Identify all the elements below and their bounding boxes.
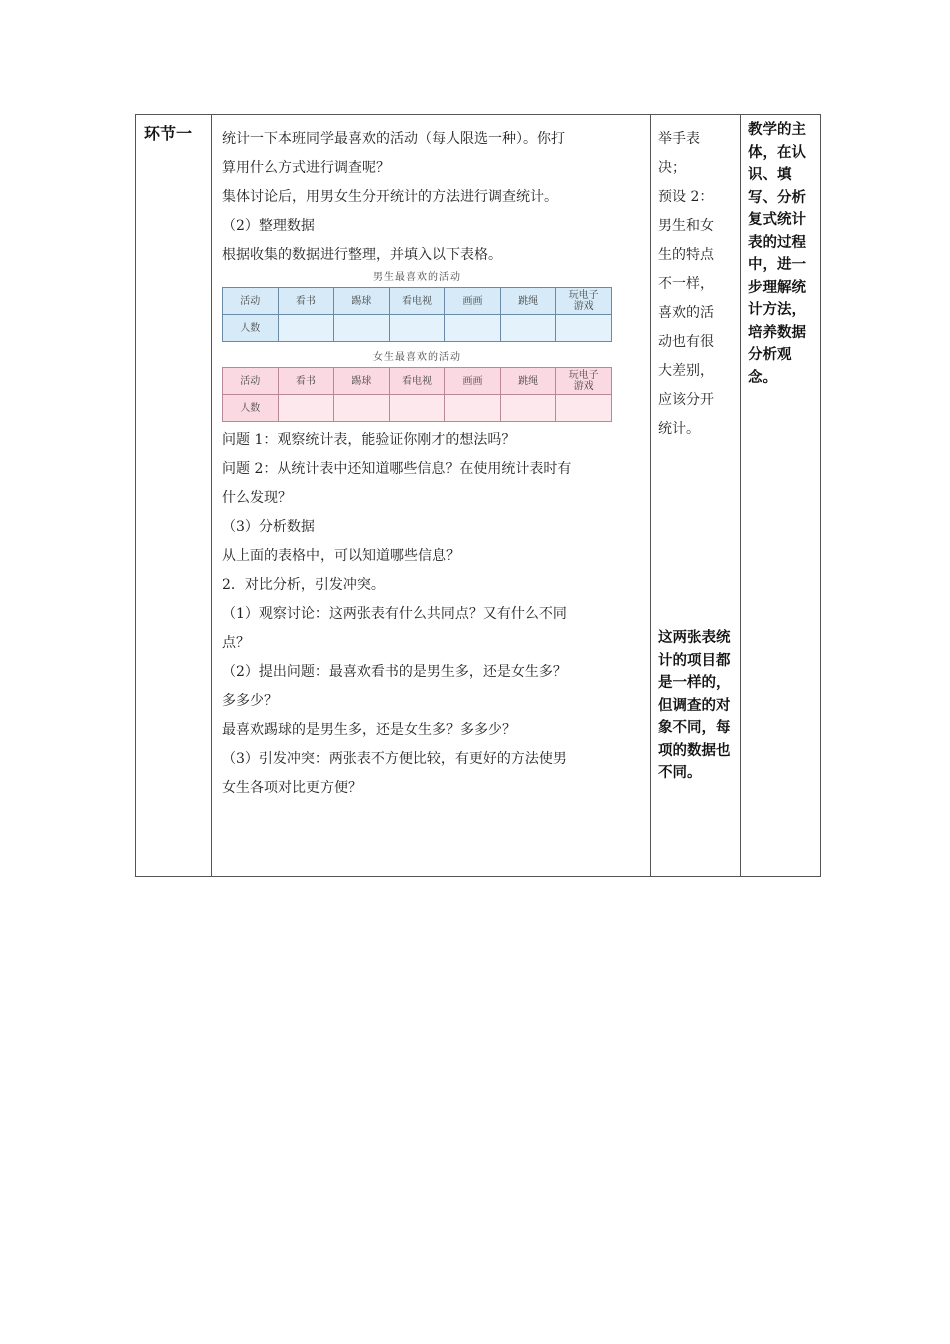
table-cell: 踢球 — [334, 288, 390, 315]
text-line: 最喜欢踢球的是男生多，还是女生多？多多少？ — [222, 722, 516, 738]
table-cell: 人数 — [223, 395, 279, 422]
table-cell — [334, 395, 390, 422]
text-line: 应该分开 — [658, 392, 714, 408]
boys-stat-table — [222, 287, 612, 342]
text-line: 决； — [658, 160, 686, 176]
main-content — [222, 125, 646, 803]
student-activity-column — [658, 125, 738, 444]
table-cell — [389, 315, 445, 342]
table-cell — [556, 315, 612, 342]
table-cell: 看电视 — [389, 288, 445, 315]
text-line: 集体讨论后，用男女生分开统计的方法进行调查统计。 — [222, 189, 558, 205]
table-cell — [389, 395, 445, 422]
table-cell: 画画 — [445, 368, 501, 395]
table-row — [223, 315, 612, 342]
girls-table-title: 女生最喜欢的活动 — [373, 352, 461, 363]
text-line: 算用什么方式进行调查呢？ — [222, 160, 390, 176]
boys-stat-table-block — [222, 272, 646, 342]
table-cell: 看书 — [278, 288, 334, 315]
table-row — [223, 395, 612, 422]
text-line: 什么发现？ — [222, 490, 292, 506]
table-cell — [278, 395, 334, 422]
table-row — [223, 288, 612, 315]
text-line: （1）观察讨论：这两张表有什么共同点？又有什么不同 — [222, 606, 567, 622]
text-line: （2）提出问题：最喜欢看书的是男生多，还是女生多？ — [222, 664, 567, 680]
table-cell: 跳绳 — [500, 368, 556, 395]
design-intent-column: 教学的主体，在认识、填写、分析复式统计表的过程中，进一步理解统计方法，培养数据分析观念。 — [748, 122, 806, 386]
text-line: （2）整理数据 — [222, 218, 315, 234]
spacer — [222, 342, 646, 350]
text-line: 问题 1：观察统计表，能验证你刚才的想法吗？ — [222, 432, 516, 448]
text-line: 多多少？ — [222, 693, 278, 709]
table-cell — [278, 315, 334, 342]
text-line: 动也有很 — [658, 334, 714, 350]
text-line: 举手表 — [658, 131, 700, 147]
text-line: 女生各项对比更方便？ — [222, 780, 362, 796]
text-line: 喜欢的活 — [658, 305, 714, 321]
text-line: 男生和女 — [658, 218, 714, 234]
table-cell — [556, 395, 612, 422]
section-label: 环节一 — [144, 124, 193, 143]
table-cell: 画画 — [445, 288, 501, 315]
girls-stat-table-block — [222, 352, 646, 422]
girls-stat-table — [222, 367, 612, 422]
table-cell: 活动 — [223, 288, 279, 315]
text-line: 生的特点 — [658, 247, 714, 263]
column-divider — [740, 115, 741, 876]
table-cell — [445, 395, 501, 422]
text-line: 统计。 — [658, 421, 700, 437]
table-cell — [445, 315, 501, 342]
table-row — [223, 368, 612, 395]
text-line: 2．对比分析，引发冲突。 — [222, 577, 385, 593]
table-cell — [500, 315, 556, 342]
text-line: 根据收集的数据进行整理，并填入以下表格。 — [222, 247, 502, 263]
text-line: 点？ — [222, 635, 250, 651]
table-cell: 人数 — [223, 315, 279, 342]
text-line: 预设 2： — [658, 189, 714, 205]
text-line: 问题 2：从统计表中还知道哪些信息？在使用统计表时有 — [222, 461, 572, 477]
lesson-table — [135, 114, 821, 877]
text-line: （3）引发冲突：两张表不方便比较，有更好的方法使男 — [222, 751, 567, 767]
table-cell: 看书 — [278, 368, 334, 395]
table-cell: 玩电子游戏 — [556, 368, 612, 395]
text-line: （3）分析数据 — [222, 519, 315, 535]
table-cell: 看电视 — [389, 368, 445, 395]
table-cell — [500, 395, 556, 422]
table-cell: 玩电子游戏 — [556, 288, 612, 315]
table-cell: 踢球 — [334, 368, 390, 395]
text-line: 从上面的表格中，可以知道哪些信息？ — [222, 548, 460, 564]
table-cell — [334, 315, 390, 342]
text-line: 统计一下本班同学最喜欢的活动（每人限选一种）。你打 — [222, 131, 565, 147]
boys-table-title: 男生最喜欢的活动 — [373, 272, 461, 283]
column-divider — [211, 115, 212, 876]
column-divider — [650, 115, 651, 876]
table-cell: 跳绳 — [500, 288, 556, 315]
expected-answer: 这两张表统计的项目都是一样的，但调查的对象不同，每项的数据也不同。 — [658, 630, 731, 781]
text-line: 不一样， — [658, 276, 714, 292]
text-line: 大差别， — [658, 363, 714, 379]
table-cell: 活动 — [223, 368, 279, 395]
